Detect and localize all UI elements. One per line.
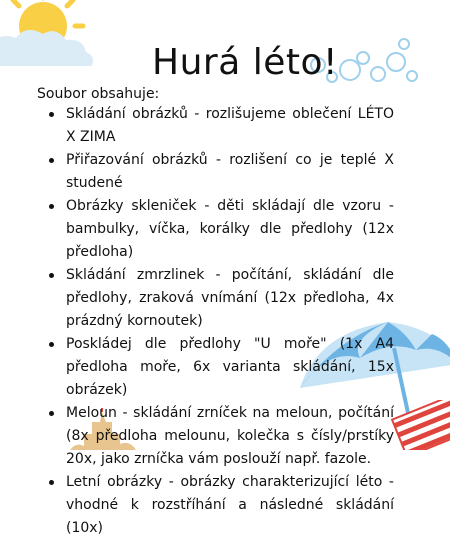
- list-item: Obrázky skleniček - děti skládají dle vzoru - bambulky, víčka, korálky dle předlohy (12x předloha): [44, 195, 394, 264]
- intro-text: Soubor obsahuje:: [37, 86, 160, 102]
- list-item: Meloun - skládání zrníček na meloun, počítání (8x předloha melounu, kolečka s čísly/prstíky 20x, jako zrníčka vám poslouží např. fazole.: [44, 402, 394, 471]
- list-item: Letní obrázky - obrázky charakterizující léto - vhodné k rozstříhání a následné skládání (10x): [44, 471, 394, 540]
- list-item: Poskládej dle předlohy "U moře" (1x A4 předloha moře, 6x varianta skládání, 15x obrázek): [44, 333, 394, 402]
- list-item: Skládání obrázků - rozlišujeme oblečení LÉTO X ZIMA: [44, 103, 394, 149]
- list-item: Přiřazování obrázků - rozlišení co je teplé X studené: [44, 149, 394, 195]
- contents-list: [44, 103, 394, 540]
- deckchair-icon: [388, 400, 450, 450]
- page-title: Hurá léto!: [152, 42, 338, 84]
- list-item: Skládání zmrzlinek - počítání, skládání dle předlohy, zraková vnímání (12x předloha, 4x prázdný kornoutek): [44, 264, 394, 333]
